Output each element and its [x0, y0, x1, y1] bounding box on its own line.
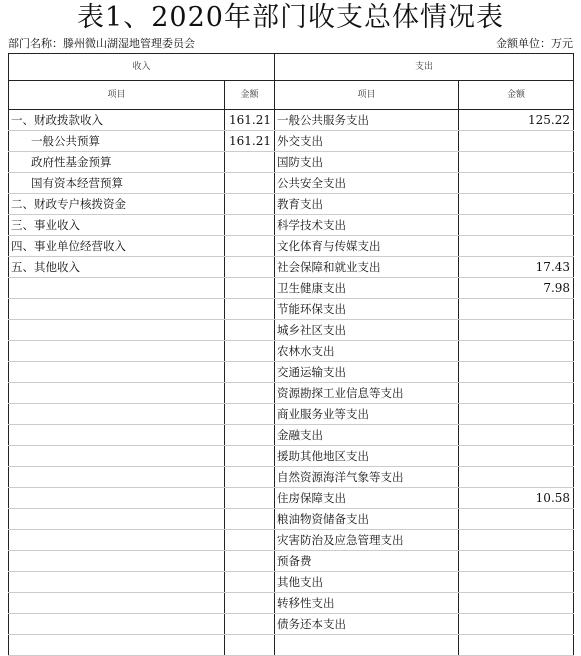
table-row: [9, 110, 574, 131]
expense-item-cell: 科学技术支出: [275, 215, 459, 236]
income-amount-cell: [225, 383, 275, 404]
income-item-cell: [9, 341, 225, 362]
expense-amount-cell: 17.43: [459, 257, 574, 278]
expense-item-cell: 商业服务业等支出: [275, 404, 459, 425]
expense-amount-cell: [459, 551, 574, 572]
table-row: [9, 404, 574, 425]
income-amount-cell: [225, 509, 275, 530]
expense-amount-cell: [459, 614, 574, 635]
expense-item-cell: 文化体育与传媒支出: [275, 236, 459, 257]
income-amount-cell: [225, 530, 275, 551]
table-row: [9, 341, 574, 362]
column-header-row: [9, 81, 574, 110]
table-row: [9, 173, 574, 194]
income-item-cell: [9, 614, 225, 635]
expense-amount-cell: [459, 215, 574, 236]
table-row: [9, 152, 574, 173]
income-amount-cell: [225, 194, 275, 215]
income-item-cell: [9, 551, 225, 572]
expense-amount-cell: [459, 341, 574, 362]
table-row: [9, 635, 574, 656]
income-amount-cell: [225, 425, 275, 446]
income-item-cell: [9, 383, 225, 404]
income-amount-cell: 161.21: [225, 110, 275, 131]
expense-amount-cell: [459, 467, 574, 488]
section-header-row: [9, 54, 574, 81]
income-amount-cell: [225, 152, 275, 173]
income-item-cell: [9, 446, 225, 467]
income-amount-cell: [225, 173, 275, 194]
table-row: [9, 362, 574, 383]
expense-item-cell: 转移性支出: [275, 593, 459, 614]
table-row: [9, 446, 574, 467]
expense-amount-cell: [459, 425, 574, 446]
income-item-cell: 一般公共预算: [9, 131, 225, 152]
income-item-cell: [9, 509, 225, 530]
income-amount-cell: [225, 572, 275, 593]
income-amount-cell: [225, 551, 275, 572]
expense-item-cell: 城乡社区支出: [275, 320, 459, 341]
income-amount-cell: [225, 299, 275, 320]
expense-section-header: 支出: [275, 54, 574, 81]
table-row: [9, 236, 574, 257]
table-row: [9, 572, 574, 593]
expense-item-cell: 债务还本支出: [275, 614, 459, 635]
table-row: [9, 194, 574, 215]
amount-unit: 金额单位：万元: [496, 37, 573, 50]
income-section-header: 收入: [9, 54, 275, 81]
expense-item-cell: 援助其他地区支出: [275, 446, 459, 467]
income-item-cell: 国有资本经营预算: [9, 173, 225, 194]
income-amount-cell: [225, 257, 275, 278]
expense-item-cell: 公共安全支出: [275, 173, 459, 194]
expense-item-cell: 住房保障支出: [275, 488, 459, 509]
expense-item-cell: 灾害防治及应急管理支出: [275, 530, 459, 551]
income-amount-cell: [225, 404, 275, 425]
income-amount-cell: [225, 635, 275, 656]
expense-item-cell: 一般公共服务支出: [275, 110, 459, 131]
income-amount-cell: [225, 236, 275, 257]
income-item-cell: [9, 425, 225, 446]
expense-item-cell: 节能环保支出: [275, 299, 459, 320]
expense-amount-cell: [459, 530, 574, 551]
income-item-cell: [9, 488, 225, 509]
table-row: [9, 131, 574, 152]
report-meta: [8, 36, 573, 52]
table-row: [9, 614, 574, 635]
expense-item-cell: 自然资源海洋气象等支出: [275, 467, 459, 488]
expense-item-cell: [275, 635, 459, 656]
income-item-cell: [9, 362, 225, 383]
income-amount-cell: [225, 341, 275, 362]
table-row: [9, 278, 574, 299]
expense-item-cell: 国防支出: [275, 152, 459, 173]
income-amount-cell: [225, 362, 275, 383]
expense-amount-cell: [459, 572, 574, 593]
expense-item-cell: 其他支出: [275, 572, 459, 593]
income-amount-cell: [225, 467, 275, 488]
expense-amount-cell: [459, 509, 574, 530]
expense-amount-cell: [459, 404, 574, 425]
expense-amount-cell: [459, 383, 574, 404]
table-row: [9, 215, 574, 236]
income-item-cell: 二、财政专户核拨资金: [9, 194, 225, 215]
income-item-cell: [9, 572, 225, 593]
table-row: [9, 299, 574, 320]
income-item-cell: [9, 593, 225, 614]
expense-amount-cell: 10.58: [459, 488, 574, 509]
table-row: [9, 509, 574, 530]
expense-amount-cell: [459, 131, 574, 152]
income-item-cell: 政府性基金预算: [9, 152, 225, 173]
income-amount-cell: [225, 488, 275, 509]
income-item-cell: [9, 404, 225, 425]
table-row: [9, 383, 574, 404]
department-name: 部门名称：滕州微山湖湿地管理委员会: [8, 37, 195, 50]
expense-item-cell: 外交支出: [275, 131, 459, 152]
expense-item-cell: 社会保障和就业支出: [275, 257, 459, 278]
table-row: [9, 488, 574, 509]
income-item-cell: 五、其他收入: [9, 257, 225, 278]
expense-item-cell: 农林水支出: [275, 341, 459, 362]
expense-amount-cell: [459, 152, 574, 173]
expense-amount-cell: [459, 194, 574, 215]
expense-amount-cell: [459, 236, 574, 257]
income-item-cell: [9, 278, 225, 299]
expense-amount-cell: [459, 593, 574, 614]
expense-item-cell: 粮油物资储备支出: [275, 509, 459, 530]
income-item-cell: 四、事业单位经营收入: [9, 236, 225, 257]
income-item-cell: [9, 467, 225, 488]
table-row: [9, 257, 574, 278]
income-amount-header: 金额: [225, 81, 275, 110]
expense-item-cell: 卫生健康支出: [275, 278, 459, 299]
expense-item-cell: 预备费: [275, 551, 459, 572]
expense-item-cell: 金融支出: [275, 425, 459, 446]
income-amount-cell: [225, 593, 275, 614]
income-amount-cell: [225, 446, 275, 467]
expense-amount-cell: [459, 362, 574, 383]
table-row: [9, 467, 574, 488]
table-row: [9, 530, 574, 551]
income-item-cell: [9, 320, 225, 341]
income-expense-table: [8, 53, 574, 656]
expense-amount-cell: [459, 299, 574, 320]
expense-amount-cell: [459, 635, 574, 656]
income-item-cell: 一、财政拨款收入: [9, 110, 225, 131]
expense-item-cell: 交通运输支出: [275, 362, 459, 383]
income-item-header: 项目: [9, 81, 225, 110]
table-row: [9, 425, 574, 446]
income-item-cell: [9, 530, 225, 551]
expense-amount-cell: [459, 173, 574, 194]
expense-item-header: 项目: [275, 81, 459, 110]
income-item-cell: 三、事业收入: [9, 215, 225, 236]
income-amount-cell: [225, 614, 275, 635]
income-amount-cell: [225, 320, 275, 341]
table-body: [9, 110, 574, 656]
expense-item-cell: 资源勘探工业信息等支出: [275, 383, 459, 404]
expense-amount-cell: [459, 320, 574, 341]
page-title: 表1、2020年部门收支总体情况表: [77, 2, 504, 33]
expense-amount-cell: 125.22: [459, 110, 574, 131]
table-row: [9, 551, 574, 572]
expense-amount-cell: [459, 446, 574, 467]
expense-item-cell: 教育支出: [275, 194, 459, 215]
income-amount-cell: 161.21: [225, 131, 275, 152]
income-item-cell: [9, 635, 225, 656]
expense-amount-header: 金额: [459, 81, 574, 110]
table-row: [9, 593, 574, 614]
table-row: [9, 320, 574, 341]
income-item-cell: [9, 299, 225, 320]
expense-amount-cell: 7.98: [459, 278, 574, 299]
income-amount-cell: [225, 215, 275, 236]
income-amount-cell: [225, 278, 275, 299]
